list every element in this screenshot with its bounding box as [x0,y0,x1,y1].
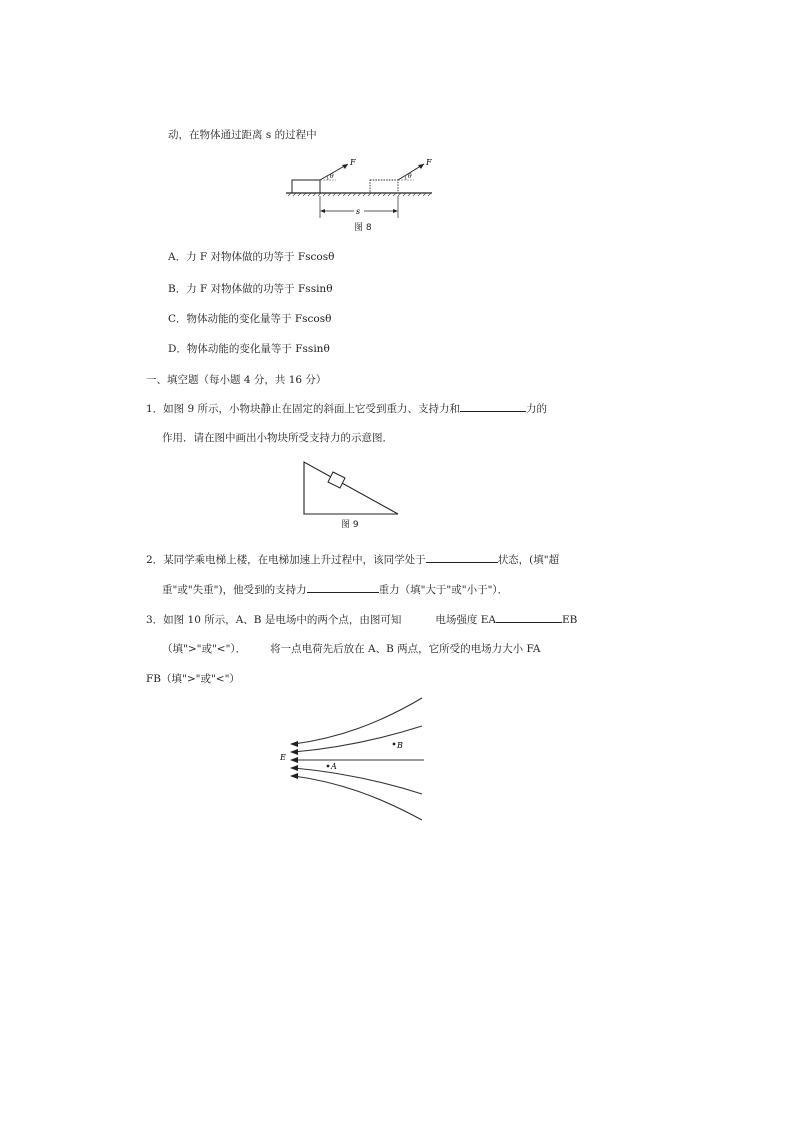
q2-text-after: 状态，(填"超 [497,554,560,566]
option-b: B．力 F 对物体做的功等于 Fssinθ [168,283,333,295]
figure-8-caption: 图 8 [354,223,372,233]
q3-answer-blank-1[interactable] [496,612,562,623]
question-1-line-1 [146,401,547,416]
angle-label-left: θ [330,173,334,180]
figure-10 [278,690,430,822]
question-3-line-3: FB（填">"或"<"） [146,673,240,685]
q3-line2-before: （填">"或"<"）． [162,643,247,655]
point-a [327,765,330,768]
intro-line: 动，在物体通过距离 s 的过程中 [168,129,317,141]
force-label-left: F [350,158,356,167]
q2-line2-before: 重"或"失重")，他受到的支持力 [162,584,307,596]
q3-line2-after: 将一点电荷先后放在 A、B 两点，它所受的电场力大小 FA [270,643,541,655]
figure-8 [282,152,442,222]
figure-9-caption: 图 9 [341,520,359,530]
q3-text-after: EB [561,614,578,626]
angle-label-right: θ [408,173,412,180]
option-c: C．物体动能的变化量等于 Fscosθ [168,313,332,325]
option-d: D．物体动能的变化量等于 Fssinθ [168,343,330,355]
point-b [393,743,396,746]
q3-text-mid: 电场强度 EA [435,614,496,626]
question-2-line-1 [146,552,559,567]
question-2-line-2 [162,582,508,597]
label-e: E [280,753,286,762]
option-a: A．力 F 对物体做的功等于 Fscosθ [168,251,335,263]
q2-answer-blank-1[interactable] [426,552,498,563]
question-3-line-2 [162,642,540,656]
question-1-line-2: 作用．请在图中画出小物块所受支持力的示意图． [162,432,393,444]
q2-answer-blank-2[interactable] [307,582,379,593]
section-heading: 一、填空题（每小题 4 分，共 16 分） [146,374,327,386]
figure-9 [298,458,402,518]
q3-text-before: 3．如图 10 所示，A、B 是电场中的两个点，由图可知 [146,614,402,626]
question-3-line-1 [146,612,577,627]
q1-text-after: 力的 [526,403,548,415]
label-a: A [331,762,337,771]
label-b: B [397,741,403,750]
distance-label: s [356,207,361,216]
force-label-right: F [426,158,432,167]
q1-answer-blank[interactable] [460,401,526,412]
q2-line2-after: 重力（填"大于"或"小于"）． [378,584,509,596]
q2-text-before: 2．某同学乘电梯上楼，在电梯加速上升过程中，该同学处于 [146,554,426,566]
q1-text-before: 1．如图 9 所示，小物块静止在固定的斜面上它受到重力、支持力和 [146,403,461,415]
